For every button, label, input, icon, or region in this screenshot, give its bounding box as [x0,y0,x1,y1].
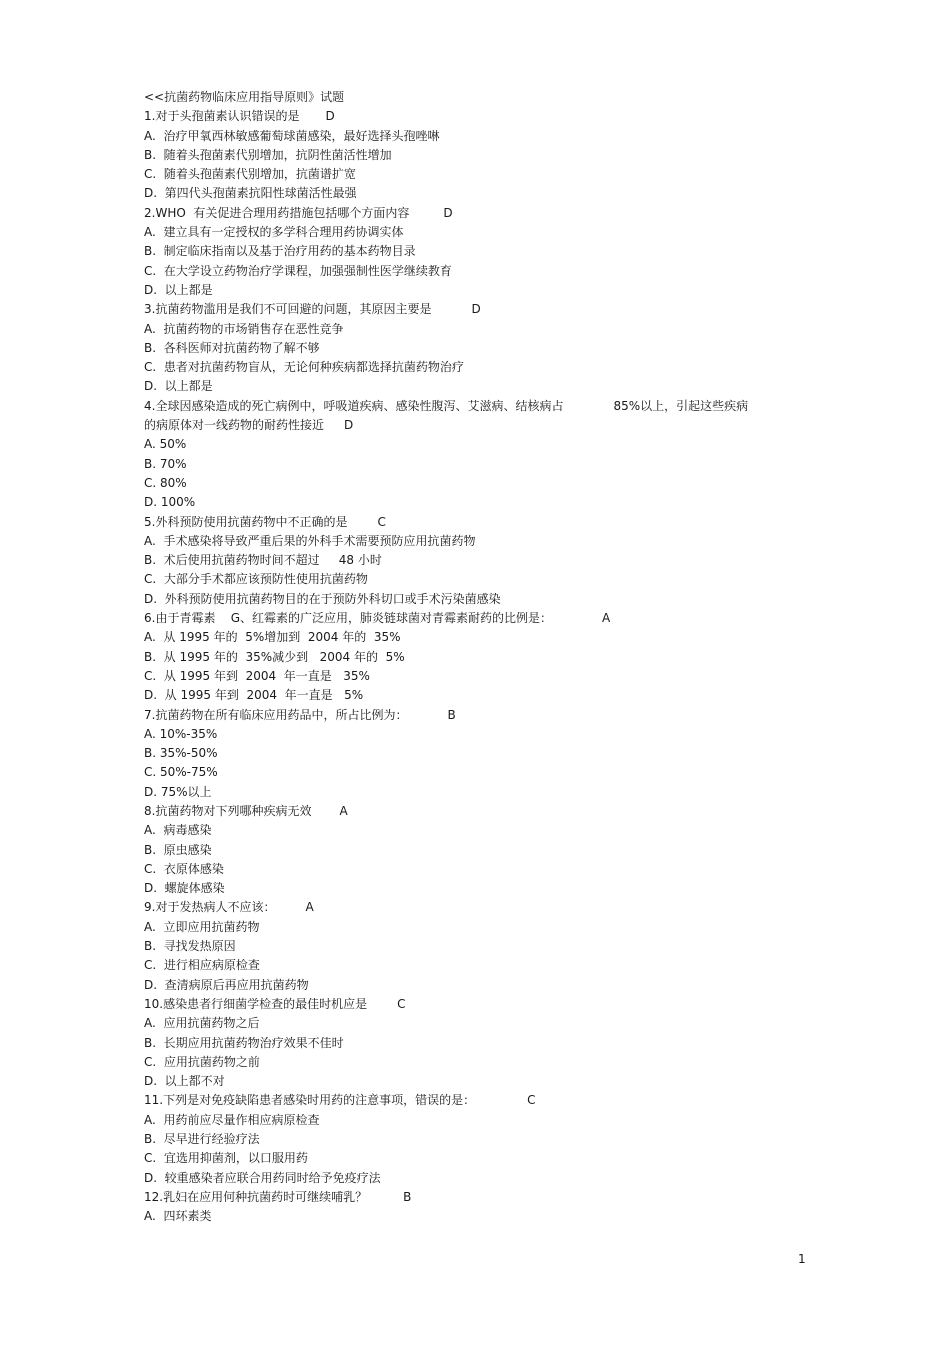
question-4 [144,397,804,416]
option: A. 治疗甲氧西林敏感葡萄球菌感染，最好选择头孢唑啉 [144,128,440,143]
option: B. 尽早进行经验疗法 [144,1132,260,1147]
answer-key: A [305,900,314,915]
question-text: 12.乳妇在应用何种抗菌药时可继续哺乳？ [144,1189,368,1204]
question-text: 11.下列是对免疫缺陷患者感染时用药的注意事项，错误的是： [144,1093,476,1108]
option: A. 10%-35% [144,726,218,741]
option: D. 以上都是 [144,379,213,394]
option: D. 100% [144,495,196,510]
option: B. 各科医师对抗菌药物了解不够 [144,340,320,355]
option: C. 应用抗菌药物之前 [144,1054,260,1069]
option: B. 长期应用抗菌药物治疗效果不佳时 [144,1035,344,1050]
option: A. 用药前应尽量作相应病原检查 [144,1112,320,1127]
question-11 [144,1091,804,1110]
question-text: 7.抗菌药物在所有临床应用药品中，所占比例为： [144,707,408,722]
option: C. 患者对抗菌药物盲从，无论何种疾病都选择抗菌药物治疗 [144,360,464,375]
option: B. 从 1995 年的 35%减少到 2004 年的 5% [144,649,405,664]
answer-key: D [471,302,481,317]
option: D. 以上都是 [144,282,213,297]
option: B. 术后使用抗菌药物时间不超过 48 小时 [144,553,382,568]
question-text: 10.感染患者行细菌学检查的最佳时机应是 [144,996,368,1011]
option: C. 衣原体感染 [144,861,224,876]
answer-key: A [602,611,611,626]
question-text: 2.WHO 有关促进合理用药措施包括哪个方面内容 [144,205,410,220]
option: B. 寻找发热原因 [144,939,236,954]
option: B. 制定临床指南以及基于治疗用药的基本药物目录 [144,244,416,259]
question-1 [144,107,804,126]
answer-key: C [397,996,406,1011]
question-text-continued: 85%以上，引起这些疾病 [613,398,749,413]
option: C. 50%-75% [144,765,218,780]
answer-key: D [325,109,335,124]
document-title: <<抗菌药物临床应用指导原则》试题 [144,90,345,104]
option: C. 进行相应病原检查 [144,958,260,973]
option: A. 从 1995 年的 5%增加到 2004 年的 35% [144,630,401,645]
option: B. 35%-50% [144,746,218,761]
option: C. 大部分手术都应该预防性使用抗菌药物 [144,572,368,587]
question-10 [144,995,804,1014]
option: D. 75%以上 [144,784,212,799]
option: A. 建立具有一定授权的多学科合理用药协调实体 [144,225,404,240]
question-text: 6.由于青霉素 G、红霉素的广泛应用，肺炎链球菌对青霉素耐药的比例是： [144,611,553,626]
option: D. 外科预防使用抗菌药物目的在于预防外科切口或手术污染菌感染 [144,591,501,606]
question-text: 4.全球因感染造成的死亡病例中，呼吸道疾病、感染性腹泻、艾滋病、结核病占 [144,398,564,413]
answer-key: D [443,205,453,220]
option: C. 随着头孢菌素代别增加，抗菌谱扩宽 [144,167,356,182]
question-text: 的病原体对一线药物的耐药性接近 [144,418,325,433]
option: C. 80% [144,475,187,490]
option: A. 应用抗菌药物之后 [144,1016,260,1031]
option: A. 四环素类 [144,1209,212,1224]
option: D. 较重感染者应联合用药同时给予免疫疗法 [144,1170,381,1185]
question-text: 8.抗菌药物对下列哪种疾病无效 [144,803,312,818]
option: A. 立即应用抗菌药物 [144,919,260,934]
answer-key: A [339,803,348,818]
answer-key: D [344,418,354,433]
answer-key: C [377,514,386,529]
option: A. 手术感染将导致严重后果的外科手术需要预防应用抗菌药物 [144,533,476,548]
option: C. 宜选用抑菌剂，以口服用药 [144,1151,308,1166]
question-text: 9.对于发热病人不应该： [144,900,276,915]
page-number: 1 [798,1252,806,1266]
option: B. 原虫感染 [144,842,212,857]
option: B. 随着头孢菌素代别增加，抗阴性菌活性增加 [144,147,392,162]
option: D. 从 1995 年到 2004 年一直是 5% [144,688,364,703]
option: D. 第四代头孢菌素抗阳性球菌活性最强 [144,186,357,201]
question-2 [144,204,804,223]
option: A. 50% [144,437,187,452]
option: D. 螺旋体感染 [144,881,225,896]
document-content [144,88,804,1227]
question-text: 3.抗菌药物滥用是我们不可回避的问题，其原因主要是 [144,302,432,317]
question-9 [144,898,804,917]
question-8 [144,802,804,821]
question-7 [144,706,804,725]
question-3 [144,300,804,319]
question-12 [144,1188,804,1207]
option: D. 查清病原后再应用抗菌药物 [144,977,309,992]
option: C. 在大学设立药物治疗学课程，加强强制性医学继续教育 [144,263,452,278]
answer-key: B [447,707,456,722]
question-5 [144,513,804,532]
question-text: 1.对于头孢菌素认识错误的是 [144,109,300,124]
option: C. 从 1995 年到 2004 年一直是 35% [144,668,370,683]
question-6 [144,609,804,628]
option: A. 病毒感染 [144,823,212,838]
option: B. 70% [144,456,187,471]
answer-key: B [403,1189,412,1204]
question-4-line-2 [144,416,804,435]
option: A. 抗菌药物的市场销售存在恶性竞争 [144,321,344,336]
answer-key: C [527,1093,536,1108]
question-text: 5.外科预防使用抗菌药物中不正确的是 [144,514,348,529]
option: D. 以上都不对 [144,1074,225,1089]
